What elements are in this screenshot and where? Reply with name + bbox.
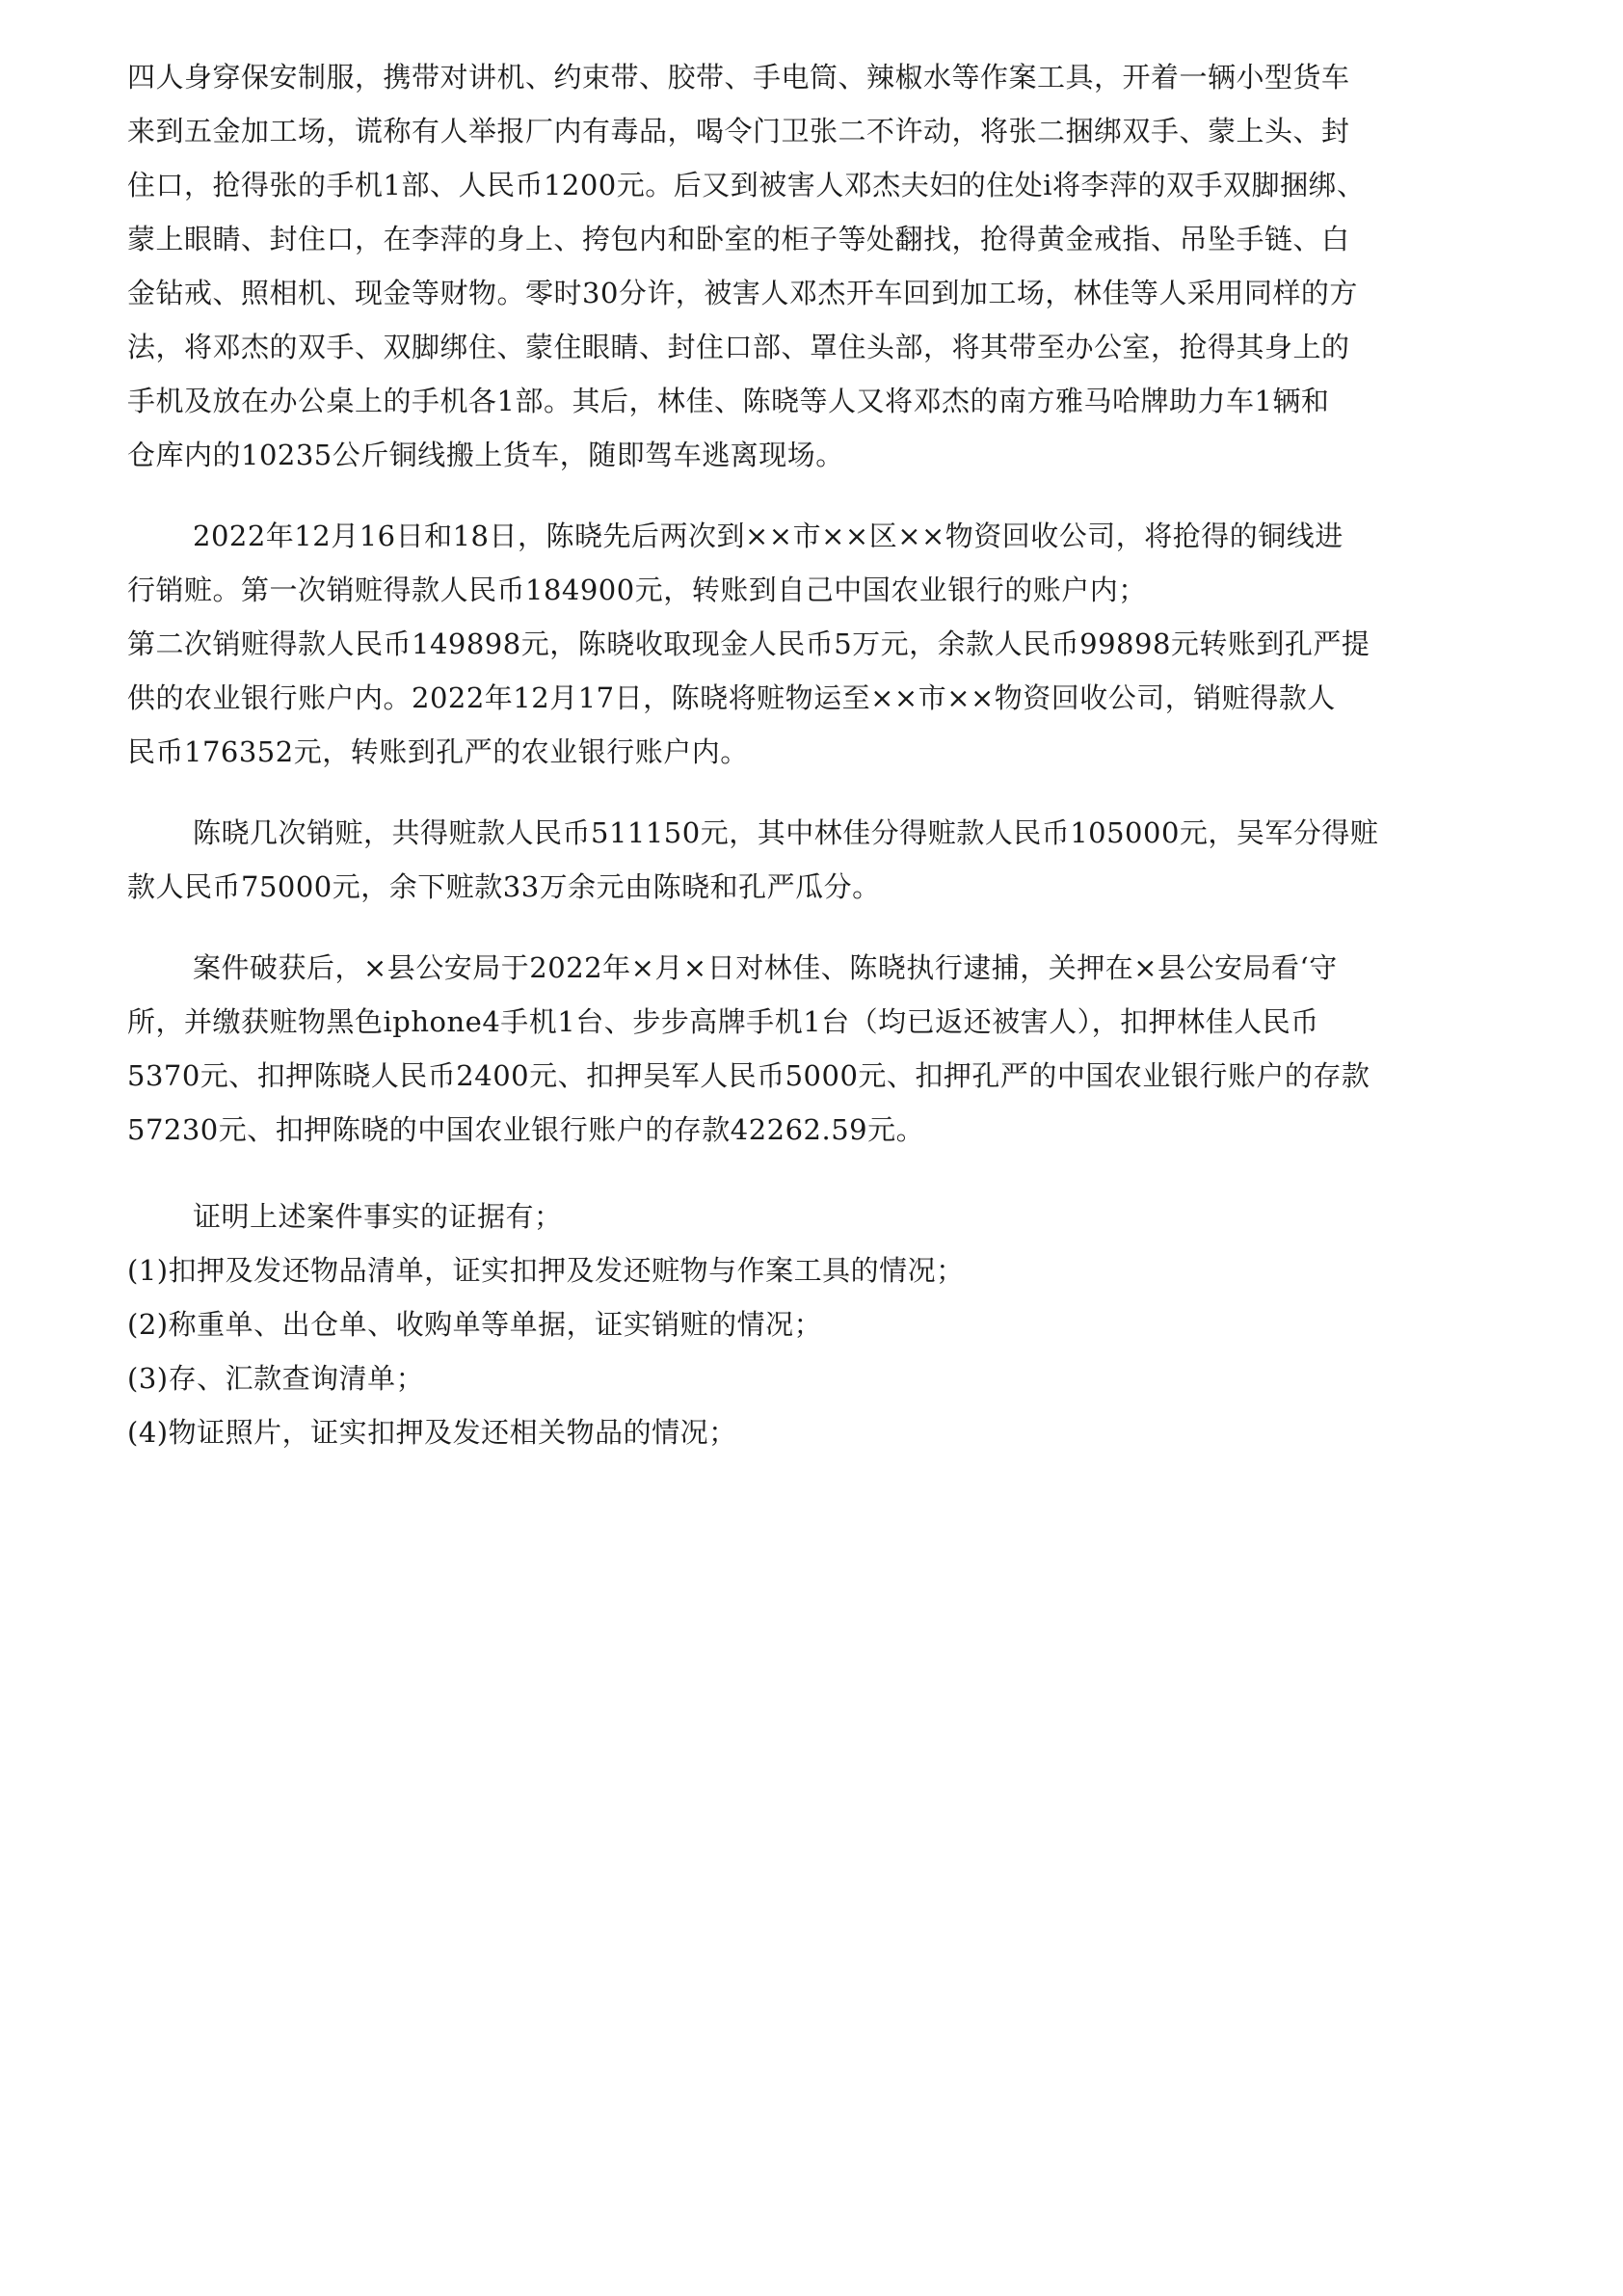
paragraph-arrest-and-seizure [127, 948, 1496, 1164]
text-line: 案件破获后，×县公安局于2022年×月×日对林佳、陈晓执行逮捕，关押在×县公安局看‘守 [193, 951, 1338, 984]
text-line: 民币176352元，转账到孔严的农业银行账户内。 [127, 735, 749, 768]
text-line: 第二次销赃得款人民币149898元，陈晓收取现金人民币5万元，余款人民币99898元转账到孔严提 [127, 627, 1370, 660]
text-line: 住口，抢得张的手机1部、人民币1200元。后又到被害人邓杰夫妇的住处i将李萍的双手双脚捆绑、 [127, 169, 1366, 201]
paragraph-robbery-details [127, 58, 1496, 490]
evidence-section [127, 1197, 1496, 1467]
text-line: 陈晓几次销赃，共得赃款人民币511150元，其中林佳分得赃款人民币105000元，吴军分得赃 [193, 816, 1379, 849]
text-line: 5370元、扣押陈晓人民币2400元、扣押吴军人民币5000元、扣押孔严的中国农业银行账户的存款 [127, 1059, 1370, 1092]
evidence-item: (4)物证照片，证实扣押及发还相关物品的情况； [127, 1416, 737, 1449]
paragraph-division-of-proceeds [127, 814, 1496, 921]
text-line: 法，将邓杰的双手、双脚绑住、蒙住眼睛、封住口部、罩住头部，将其带至办公室，抢得其身上的 [127, 331, 1350, 363]
evidence-item: (1)扣押及发还物品清单，证实扣押及发还赃物与作案工具的情况； [127, 1254, 965, 1287]
text-line: 四人身穿保安制服，携带对讲机、约束带、胶带、手电筒、辣椒水等作案工具，开着一辆小型货车 [127, 61, 1350, 93]
text-line: 2022年12月16日和18日，陈晓先后两次到××市××区××物资回收公司，将抢得的铜线进 [193, 520, 1344, 552]
text-line: 来到五金加工场，谎称有人举报厂内有毒品，喝令门卫张二不许动，将张二捆绑双手、蒙上头、封 [127, 115, 1350, 147]
text-line: 所，并缴获赃物黑色iphone4手机1台、步步高牌手机1台（均已返还被害人），扣押林佳人民币 [127, 1005, 1319, 1038]
text-line: 行销赃。第一次销赃得款人民币184900元，转账到自己中国农业银行的账户内； [127, 574, 1147, 606]
evidence-heading: 证明上述案件事实的证据有； [193, 1200, 563, 1233]
document-page [127, 58, 1496, 1467]
text-line: 仓库内的10235公斤铜线搬上货车，随即驾车逃离现场。 [127, 439, 844, 471]
text-line: 金钻戒、照相机、现金等财物。零时30分许，被害人邓杰开车回到加工场，林佳等人采用同样的方 [127, 277, 1358, 309]
text-line: 蒙上眼睛、封住口，在李萍的身上、挎包内和卧室的柜子等处翻找，抢得黄金戒指、吊坠手链、白 [127, 223, 1350, 255]
evidence-item: (2)称重单、出仓单、收购单等单据，证实销赃的情况； [127, 1308, 823, 1341]
text-line: 款人民币75000元，余下赃款33万余元由陈晓和孔严瓜分。 [127, 870, 881, 903]
evidence-item: (3)存、汇款查询清单； [127, 1362, 425, 1395]
text-line: 供的农业银行账户内。2022年12月17日，陈晓将赃物运至××市××物资回收公司，销赃得款人 [127, 681, 1336, 714]
paragraph-sale-of-stolen-goods [127, 517, 1496, 787]
text-line: 57230元、扣押陈晓的中国农业银行账户的存款42262.59元。 [127, 1113, 925, 1146]
text-line: 手机及放在办公桌上的手机各1部。其后，林佳、陈晓等人又将邓杰的南方雅马哈牌助力车1辆和 [127, 385, 1330, 417]
